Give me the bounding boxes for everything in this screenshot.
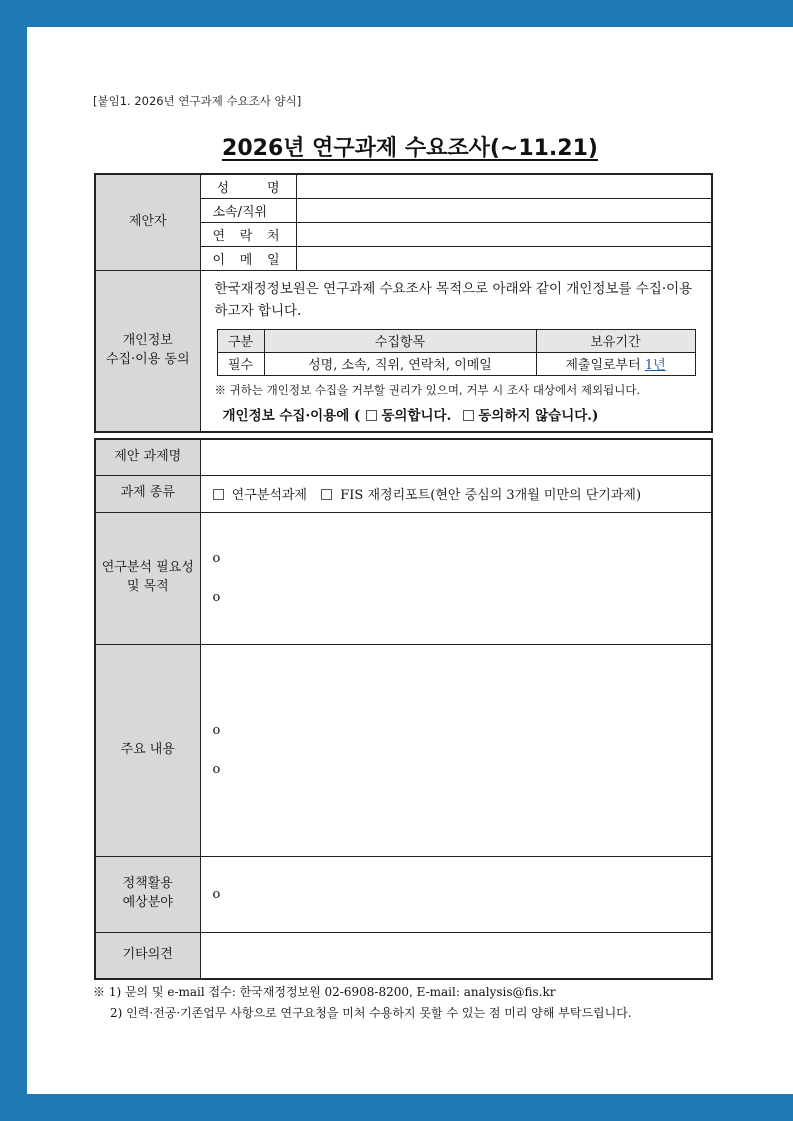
agree-yes-checkbox[interactable] (366, 410, 377, 421)
type-research-label: 연구분석과제 (231, 488, 307, 503)
consent-agreement (215, 404, 698, 424)
consent-intro: 한국재정정보원은 연구과제 수요조사 목적으로 아래와 같이 개인정보를 수집·이용하고자 합니다. (214, 280, 693, 320)
consent-label-line1: 개인정보 (122, 332, 173, 348)
consent-notice: ※ 귀하는 개인정보 수집을 거부할 권리가 있으며, 거부 시 조사 대상에서 제외됩니다. (214, 382, 641, 397)
consent-label-line2: 수집·이용 동의 (105, 351, 190, 367)
email-field-label (200, 246, 296, 270)
content-bullet-2: ο (212, 762, 221, 777)
affiliation-input[interactable] (296, 198, 712, 222)
name-label-char-1: 성 (216, 180, 230, 196)
content-input[interactable] (200, 644, 712, 856)
document-page (27, 27, 793, 1094)
attachment-label: [붙임1. 2026년 연구과제 수요조사 양식] (93, 94, 302, 108)
type-report-label: FIS 재정리포트(현안 중심의 3개월 미만의 단기과제) (340, 488, 642, 503)
type-report-checkbox[interactable] (321, 489, 332, 500)
project-name-label: 제안 과제명 (95, 439, 200, 475)
contact-input[interactable] (296, 222, 712, 246)
footer-line-1: ※ 1) 문의 및 e-mail 접수: 한국재정정보원 02-6908-8200, E-mail: analysis@fis.kr (93, 985, 556, 999)
type-research-checkbox[interactable] (213, 489, 224, 500)
necessity-label (95, 512, 200, 644)
necessity-label-line1: 연구분석 필요성 (101, 560, 194, 576)
content-label: 주요 내용 (95, 644, 200, 856)
contact-label-char-1: 연 (212, 228, 226, 244)
col-header-items: 수집항목 (264, 329, 536, 352)
policy-label-line1: 정책활용 (122, 876, 173, 892)
etc-label: 기타의견 (95, 932, 200, 979)
policy-label (95, 856, 200, 932)
project-table (94, 438, 713, 980)
period-prefix: 제출일로부터 (565, 358, 645, 374)
contact-label-char-2: 락 (239, 228, 253, 244)
affiliation-field-label: 소속/직위 (200, 198, 296, 222)
name-field-label (200, 174, 296, 198)
necessity-label-line2: 및 목적 (126, 579, 169, 594)
document-title-wrap (27, 131, 793, 162)
cell-type: 필수 (217, 352, 264, 375)
contact-field-label (200, 222, 296, 246)
proposer-table (94, 173, 713, 433)
email-label-char-2: 메 (239, 252, 253, 268)
agree-suffix: ) (592, 407, 599, 424)
policy-bullet-1: ο (212, 886, 221, 902)
cell-period (536, 352, 695, 375)
necessity-bullet-2: ο (212, 590, 221, 605)
email-label-char-3: 일 (266, 252, 280, 268)
cell-items: 성명, 소속, 직위, 연락처, 이메일 (264, 352, 536, 375)
col-header-type: 구분 (217, 329, 264, 352)
consent-label (95, 270, 200, 432)
agree-prefix: 개인정보 수집·이용에 ( (222, 407, 361, 424)
agree-no-label: 동의하지 않습니다. (478, 407, 592, 424)
policy-label-line2: 예상분야 (122, 895, 173, 910)
footer-line-2: 2) 인력·전공·기존업무 사항으로 연구요청을 미처 수용하지 못할 수 있는 점 미리 양해 부탁드립니다. (110, 1006, 632, 1020)
contact-label-char-3: 처 (266, 228, 280, 244)
document-title: 2026년 연구과제 수요조사(~11.21) (222, 136, 598, 161)
agree-yes-label: 동의합니다. (381, 407, 452, 424)
email-label-char-1: 이 (212, 252, 226, 268)
project-name-input[interactable] (200, 439, 712, 475)
proposer-label: 제안자 (95, 174, 200, 270)
email-input[interactable] (296, 246, 712, 270)
agree-no-checkbox[interactable] (463, 410, 474, 421)
policy-input[interactable] (200, 856, 712, 932)
collection-items-table (217, 329, 696, 376)
consent-body (200, 270, 712, 432)
period-link[interactable]: 1년 (644, 358, 666, 374)
name-input[interactable] (296, 174, 712, 198)
etc-input[interactable] (200, 932, 712, 979)
content-bullet-1: ο (212, 723, 221, 738)
necessity-bullet-1: ο (212, 551, 221, 566)
name-label-char-2: 명 (266, 180, 280, 196)
col-header-period: 보유기간 (536, 329, 695, 352)
project-type-options (200, 475, 712, 512)
project-type-label: 과제 종류 (95, 475, 200, 512)
necessity-input[interactable] (200, 512, 712, 644)
footer-notes (93, 982, 632, 1024)
